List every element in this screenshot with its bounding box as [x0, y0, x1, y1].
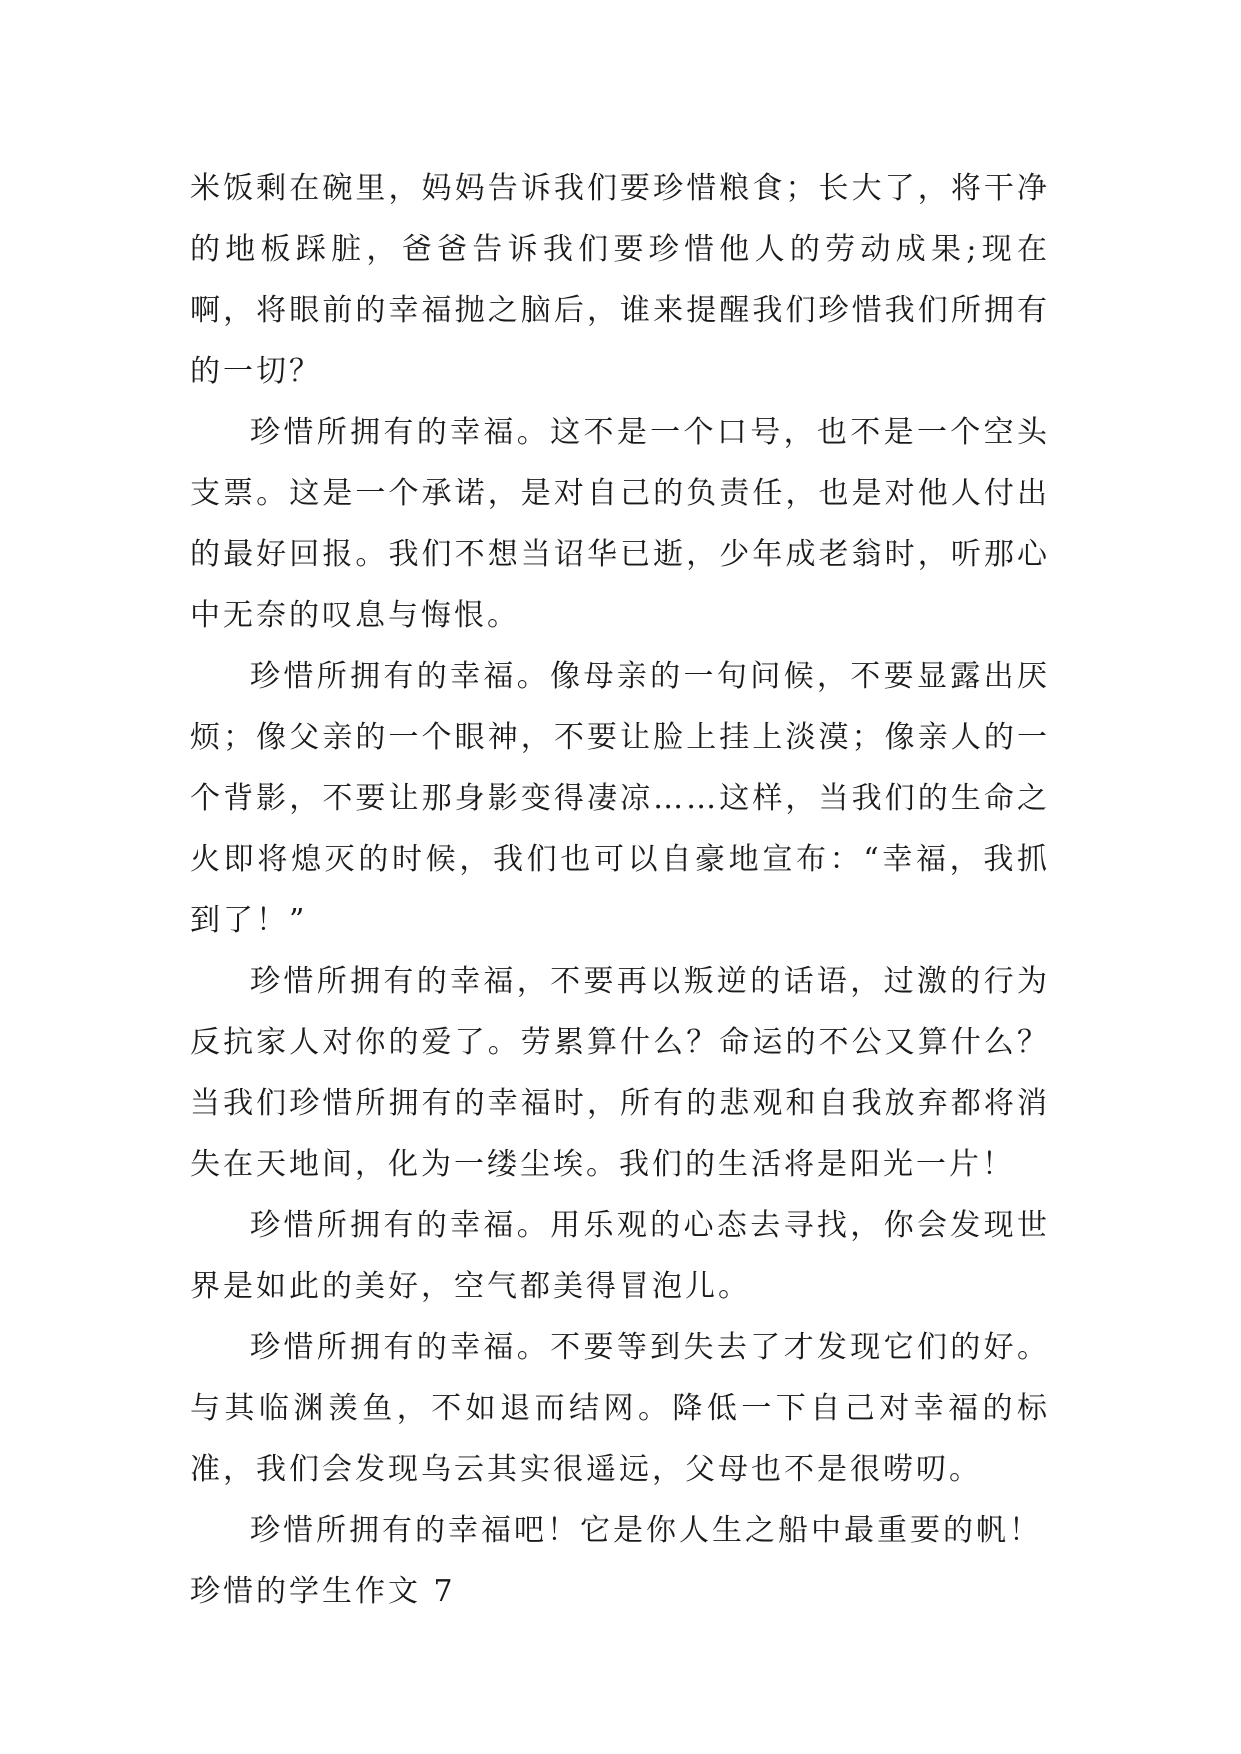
essay-paragraph: 珍惜所拥有的幸福，不要再以叛逆的话语，过激的行为反抗家人对你的爱了。劳累算什么？命运的不公又算什么？当我们珍惜所拥有的幸福时，所有的悲观和自我放弃都将消失在天地间，化为一缕尘埃。我们的生活将是阳光一片！ — [190, 964, 1050, 1182]
essay-paragraph: 珍惜所拥有的幸福。不要等到失去了才发现它们的好。与其临渊羡鱼，不如退而结网。降低一下自己对幸福的标准，我们会发现乌云其实很遥远，父母也不是很唠叨。 — [190, 1330, 1050, 1487]
essay-paragraph: 珍惜所拥有的幸福。像母亲的一句问候，不要显露出厌烦；像父亲的一个眼神，不要让脸上挂上淡漠；像亲人的一个背影，不要让那身影变得凄凉……这样，当我们的生命之火即将熄灭的时候，我们也可以自豪地宣布：“幸福，我抓到了！” — [190, 659, 1050, 938]
next-essay-heading: 珍惜的学生作文 7 — [190, 1574, 456, 1609]
essay-paragraph: 珍惜所拥有的幸福。这不是一个口号，也不是一个空头支票。这是一个承诺，是对自己的负责任，也是对他人付出的最好回报。我们不想当诏华已逝，少年成老翁时，听那心中无奈的叹息与悔恨。 — [190, 415, 1050, 633]
essay-paragraph: 米饭剩在碗里，妈妈告诉我们要珍惜粮食；长大了，将干净的地板踩脏，爸爸告诉我们要珍惜他人的劳动成果;现在啊，将眼前的幸福抛之脑后，谁来提醒我们珍惜我们所拥有的一切？ — [190, 171, 1050, 389]
essay-body — [190, 158, 1050, 1622]
essay-paragraph: 珍惜所拥有的幸福吧！它是你人生之船中最重要的帆！ — [250, 1513, 1042, 1548]
essay-paragraph: 珍惜所拥有的幸福。用乐观的心态去寻找，你会发现世界是如此的美好，空气都美得冒泡儿。 — [190, 1208, 1050, 1304]
